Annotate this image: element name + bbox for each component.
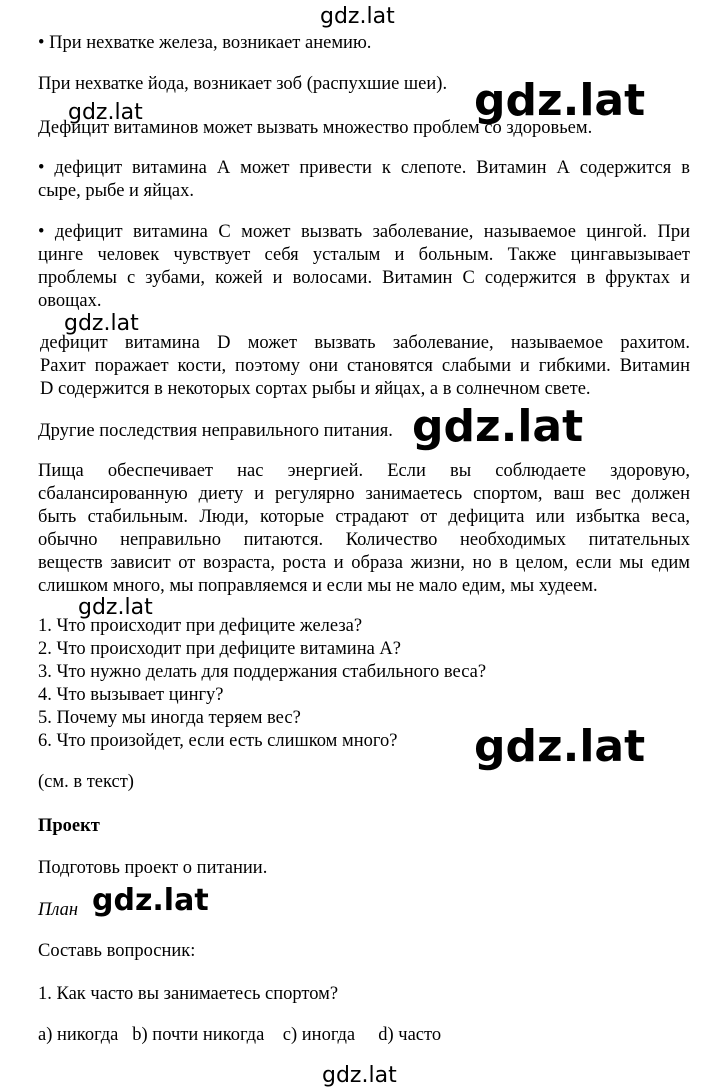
questionnaire-label: Составь вопросник:: [38, 941, 196, 961]
watermark-small-3: gdz.lat: [78, 595, 153, 620]
watermark-bottom: gdz.lat: [322, 1063, 397, 1088]
question-item: 4. Что вызывает цингу?: [38, 685, 224, 705]
vitamin-c-line: • дефицит витамина С может вызвать заболевание, называемое цингой. При: [38, 222, 690, 242]
energy-line: быть стабильным. Люди, которые страдают от дефицита или избытка веса,: [38, 507, 690, 527]
energy-paragraph: [38, 460, 690, 598]
vitamin-d-line: Рахит поражает кости, поэтому они становятся слабыми и гибкими. Витамин: [40, 356, 690, 376]
energy-line: Пища обеспечивает нас энергией. Если вы соблюдаете здоровую,: [38, 461, 690, 481]
vitamins-intro-line: Дефицит витаминов может вызвать множество проблем со здоровьем.: [38, 118, 593, 138]
see-text-note: (см. в текст): [38, 772, 134, 792]
vitamin-a-line: сыре, рыбе и яйцах.: [38, 181, 194, 201]
watermark-big-3: gdz.lat: [474, 721, 646, 772]
vitamin-a-line: • дефицит витамина А может привести к слепоте. Витамин А содержится в: [38, 158, 690, 178]
vitamin-d-paragraph: [40, 332, 690, 401]
vitamin-d-line: D содержится в некоторых сортах рыбы и яйцах, а в солнечном свете.: [40, 379, 591, 399]
vitamin-c-line: цинге человек чувствует себя усталым и больным. Также цингавызывает: [38, 245, 690, 265]
vitamin-c-paragraph: [38, 221, 690, 313]
question-item: 5. Почему мы иногда теряем вес?: [38, 708, 301, 728]
question-item: 2. Что происходит при дефиците витамина А?: [38, 639, 401, 659]
energy-line: обычно неправильно питаются. Количество необходимых питательных: [38, 530, 690, 550]
watermark-big-2: gdz.lat: [412, 401, 584, 452]
vitamin-c-line: овощах.: [38, 291, 102, 311]
questionnaire-question-1: 1. Как часто вы занимаетесь спортом?: [38, 984, 339, 1004]
vitamin-a-paragraph: [38, 157, 690, 203]
vitamin-c-line: проблемы с зубами, кожей и волосами. Витамин С содержится в фруктах и: [38, 268, 690, 288]
watermark-top: gdz.lat: [320, 4, 395, 29]
watermark-small-2: gdz.lat: [64, 311, 139, 336]
watermark-small-1: gdz.lat: [68, 100, 143, 125]
answer-options: [38, 1024, 441, 1047]
question-item: 3. Что нужно делать для поддержания стабильного веса?: [38, 662, 487, 682]
answer-option-d: d) часто: [378, 1025, 442, 1045]
project-task: Подготовь проект о питании.: [38, 858, 268, 878]
watermark-big-1: gdz.lat: [474, 75, 646, 126]
project-heading: Проект: [38, 816, 100, 836]
watermark-mid: gdz.lat: [92, 883, 209, 918]
energy-line: слишком много, мы поправляемся и если мы не мало едим, мы худеем.: [38, 576, 598, 596]
energy-line: сбалансированную диету и регулярно занимаетесь спортом, ваш вес должен: [38, 484, 690, 504]
answer-option-a: a) никогда: [38, 1025, 119, 1045]
question-item: 6. Что произойдет, если есть слишком много?: [38, 731, 398, 751]
answer-option-c: c) иногда: [282, 1025, 356, 1045]
plan-label: План: [38, 900, 79, 920]
vitamin-d-line: дефицит витамина D может вызвать заболевание, называемое рахитом.: [40, 333, 690, 353]
iron-deficiency-line: • При нехватке железа, возникает анемию.: [38, 33, 372, 53]
energy-line: веществ зависит от возраста, роста и образа жизни, но в целом, если мы едим: [38, 553, 690, 573]
answer-option-b: b) почти никогда: [132, 1025, 265, 1045]
iodine-deficiency-line: При нехватке йода, возникает зоб (распухшие шеи).: [38, 74, 448, 94]
question-item: 1. Что происходит при дефиците железа?: [38, 616, 363, 636]
other-consequences-heading: Другие последствия неправильного питания.: [38, 421, 393, 441]
